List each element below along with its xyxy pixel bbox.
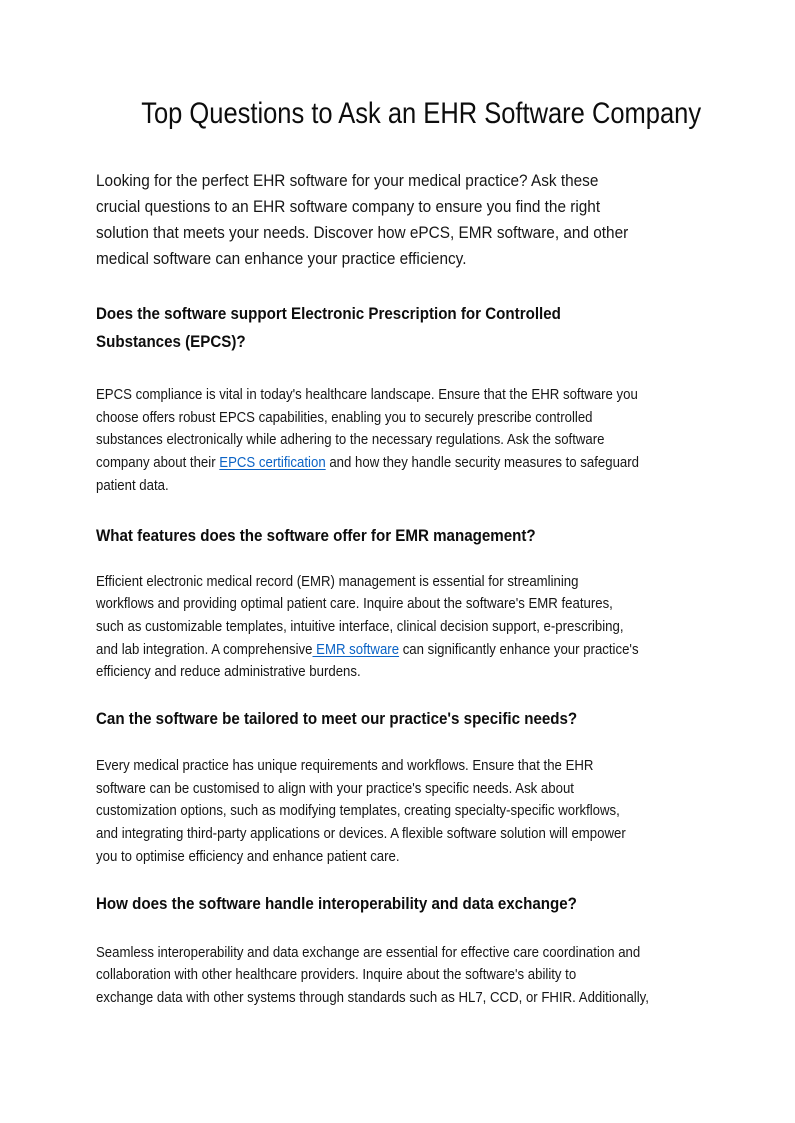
document-title: Top Questions to Ask an EHR Software Company	[141, 97, 702, 130]
intro-line: crucial questions to an EHR software company to ensure you find the right	[96, 198, 601, 216]
paragraph-interoperability	[96, 942, 649, 1010]
paragraph-text: can significantly enhance your practice's	[399, 640, 639, 658]
section-customization	[96, 705, 699, 869]
epcs-certification-link[interactable]: EPCS certification	[219, 454, 326, 472]
paragraph-epcs	[96, 384, 639, 498]
paragraph-line: Every medical practice has unique requirements and workflows. Ensure that the EHR	[96, 757, 594, 775]
paragraph-line: Efficient electronic medical record (EMR) management is essential for streamlining	[96, 572, 579, 590]
paragraph-line: Seamless interoperability and data exchange are essential for effective care coordination and	[96, 943, 641, 961]
heading-line: Does the software support Electronic Prescription for Controlled	[96, 304, 561, 323]
paragraph-line: customization options, such as modifying templates, creating specialty-specific workflows,	[96, 802, 620, 820]
heading-line: Can the software be tailored to meet our practice's specific needs?	[96, 709, 578, 729]
paragraph-line: EPCS compliance is vital in today's healthcare landscape. Ensure that the EHR software you	[96, 386, 638, 403]
section-emr-management	[96, 522, 699, 685]
heading-line: What features does the software offer for EMR management?	[96, 525, 536, 545]
intro-paragraph	[96, 168, 657, 272]
paragraph-emr-management	[96, 571, 639, 685]
paragraph-line: collaboration with other healthcare providers. Inquire about the software's ability to	[96, 966, 577, 984]
paragraph-line	[96, 639, 639, 662]
section-epcs	[96, 300, 699, 498]
paragraph-line: workflows and providing optimal patient care. Inquire about the software's EMR features,	[96, 595, 613, 613]
section-heading-emr-management	[96, 522, 633, 550]
section-interoperability	[96, 890, 699, 1010]
paragraph-customization	[96, 755, 627, 869]
intro-line: medical software can enhance your practice efficiency.	[96, 250, 467, 268]
paragraph-line: patient data.	[96, 476, 169, 494]
heading-line: How does the software handle interoperability and data exchange?	[96, 893, 577, 913]
paragraph-text: and lab integration. A comprehensive	[96, 640, 313, 658]
paragraph-line: choose offers robust EPCS capabilities, enabling you to securely prescribe controlled	[96, 408, 593, 426]
section-heading-epcs	[96, 300, 633, 356]
intro-line: solution that meets your needs. Discover how ePCS, EMR software, and other	[96, 224, 629, 242]
paragraph-text: and how they handle security measures to safeguard	[325, 454, 639, 472]
paragraph-line: substances electronically while adhering to the necessary regulations. Ask the software	[96, 431, 605, 449]
paragraph-line	[96, 452, 639, 475]
emr-software-link[interactable]: EMR software	[312, 640, 400, 658]
paragraph-line: software can be customised to align with your practice's specific needs. Ask about	[96, 779, 574, 797]
intro-line: Looking for the perfect EHR software for your medical practice? Ask these	[96, 172, 599, 190]
paragraph-line: you to optimise efficiency and enhance patient care.	[96, 847, 400, 865]
heading-line: Substances (EPCS)?	[96, 332, 246, 351]
section-heading-customization	[96, 705, 633, 733]
paragraph-line: and integrating third-party applications or devices. A flexible software solution will empower	[96, 825, 626, 843]
paragraph-text: company about their	[96, 454, 220, 472]
paragraph-line: such as customizable templates, intuitive interface, clinical decision support, e-prescribing,	[96, 617, 624, 635]
section-heading-interoperability	[96, 890, 633, 918]
paragraph-line: efficiency and reduce administrative burdens.	[96, 663, 361, 681]
paragraph-line: exchange data with other systems through standards such as HL7, CCD, or FHIR. Additionally,	[96, 988, 649, 1006]
